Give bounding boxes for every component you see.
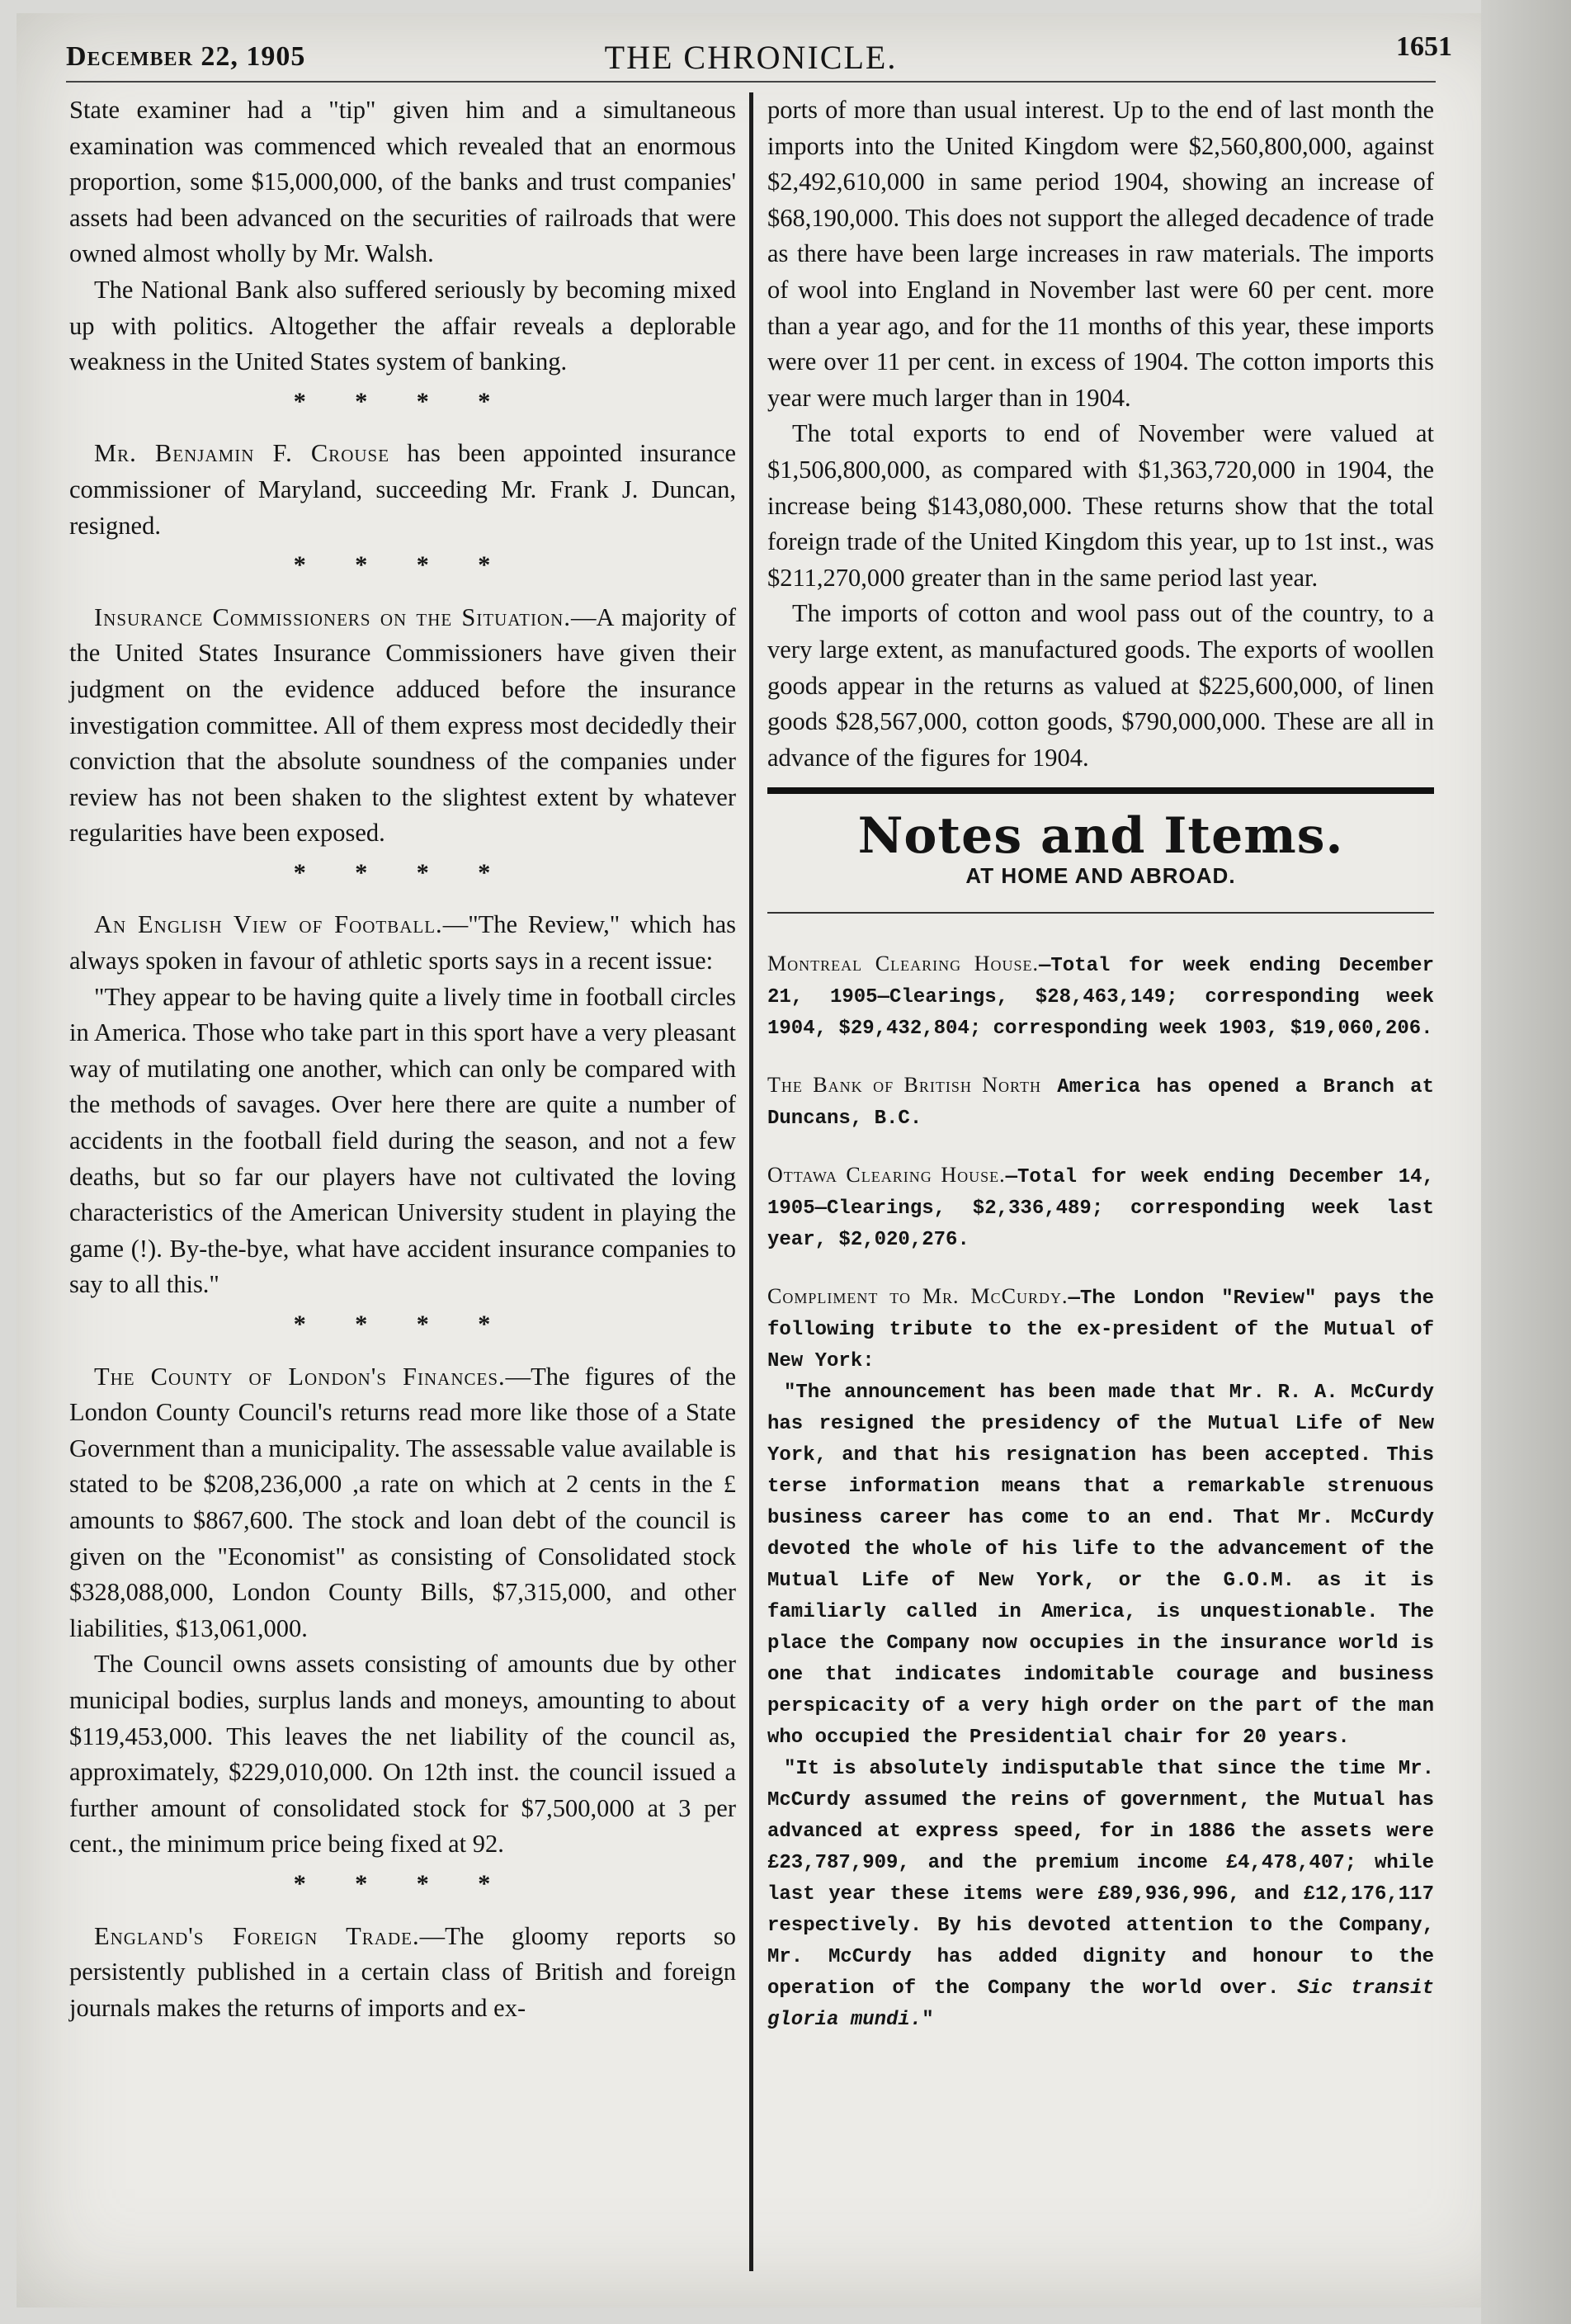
article-heading: Mr. Benjamin F. Crouse: [94, 439, 390, 468]
article-body: has been appointed insurance commissioner of Maryland, succeeding Mr. Frank J. Duncan, resigned.: [69, 439, 737, 540]
note-body: —The London "Review" pays the following tribute to the ex-president of the Mutual of New York:: [767, 1287, 1434, 1373]
column-divider: [749, 92, 753, 2271]
section-rule: [767, 912, 1434, 914]
header-date: December 22, 1905: [66, 41, 306, 72]
header-title: THE CHRONICLE.: [604, 39, 898, 76]
article-insurance: [69, 600, 736, 852]
paragraph: State examiner had a "tip" given him and a simultaneous examination was commenced which revealed that an enormous proportion, some $15,000,000, of the banks and trust companies' assets had been advanced on the securities of railroads that were owned almost wholly by Mr. Walsh.: [69, 96, 736, 268]
note-ottawa: [767, 1160, 1434, 1256]
note-body: —Total for week ending December 21, 1905—Clearings, $28,463,149; corresponding week 1904, $29,432,804; corresponding week 1903, $19,060,206.: [767, 955, 1434, 1041]
section-separator: * * * *: [293, 1311, 512, 1338]
right-column: [767, 92, 1434, 2036]
article-football: [69, 907, 736, 979]
section-separator: * * * *: [293, 387, 512, 415]
note-body: America has opened a Branch at Duncans, B.C.: [767, 1076, 1434, 1131]
note-body: —Total for week ending December 14, 1905—Clearings, $2,336,489; corresponding week last year, $2,020,276.: [767, 1166, 1434, 1252]
quote-text: "It is absolutely indisputable that since the time Mr. McCurdy assumed the reins of government, the Mutual has advanced at express speed, for in 1886 the assets were £23,787,909, and the premium income £4,478,407; while last year these items were £89,936,996, and £12,176,117 respectively. By his devoted attention to the Company, Mr. McCurdy has added dignity and honour to the operation of the Company the world over.: [767, 1758, 1434, 2000]
article-trade: [69, 1919, 736, 2027]
article-body: —The gloomy reports so persistently published in a certain class of British and foreign journals makes the returns of imports and ex-: [69, 1921, 736, 2022]
mccurdy-quote: [767, 1377, 1434, 2036]
article-body: —The figures of the London County Council's returns read more like those of a State Government than a municipality. The assessable value available is stated to be $208,236,000 ,a rate on which at 2 cents in the £ amounts to $867,600. The stock and loan debt of the council is given on the "Economist" as consisting of Consolidated stock $328,088,000, London County Bills, $7,315,000, and other liabilities, $13,061,000.: [69, 1362, 737, 1642]
quote-paragraph: "The announcement has been made that Mr. R. A. McCurdy has resigned the presidency of the Mutual Life of New York, and that his resignation has been accepted. This terse information means that a remarkable strenuous business career has come to an end. That Mr. McCurdy devoted the whole of his life to the advancement of the Mutual Life of New York, or the G.O.M. as it is familiarly called in America, is unquestionable. The place the Company now occupies in the insurance world is one that indicates indomitable courage and business perspicacity of a very high order on the part of the man who occupied the Presidential chair for 20 years.: [767, 1382, 1434, 1750]
notes-section: [767, 948, 1434, 2036]
page-edge-shadow: [1481, 0, 1571, 2324]
header-page-number: 1651: [1396, 31, 1452, 62]
article-london: [69, 1359, 736, 1647]
article-heading: The County of London's Finances.: [94, 1362, 506, 1391]
article-crouse: [69, 436, 736, 544]
note-heading: Montreal Clearing House.: [767, 952, 1039, 976]
quote-latin: Sic transit gloria mundi.: [767, 1977, 1434, 2032]
football-quote: "They appear to be having quite a lively time in football circles in America. Those who take part in this sport have a very pleasant way of mutilating one another, which can only be compared with the methods of savages. Over here there are quite a number of accidents in the football field during the season, and not a few deaths, but so far our players have not cultivated the loving characteristics of the American University student in playing the game (!). By-the-bye, what have accident insurance companies to say to all this.": [69, 982, 736, 1299]
quote-paragraph: [767, 1754, 1434, 2036]
article-heading: England's Foreign Trade.: [94, 1921, 420, 1950]
note-bna: [767, 1070, 1434, 1135]
section-separator: * * * *: [293, 1869, 512, 1897]
quote-close: ": [922, 2009, 934, 2032]
note-heading: Ottawa Clearing House.: [767, 1163, 1006, 1188]
note-montreal: [767, 948, 1434, 1045]
page-header: [66, 28, 1452, 78]
article-body: —A majority of the United States Insurance Commissioners have given their judgment on the evidence adduced before the insurance investigation committee. All of them express most decidedly their conviction that the absolute soundness of the companies under review has not been shaken to the slightest extent by whatever regularities have been exposed.: [69, 602, 736, 848]
left-column: [69, 92, 736, 2026]
article-body: —"The Review," which has always spoken in favour of athletic sports says in a recent issue:: [69, 910, 737, 975]
header-rule: [66, 81, 1436, 83]
paragraph: The total exports to end of November were valued at $1,506,800,000, as compared with $1,363,720,000 in 1904, the increase being $143,080,000. These returns show that the total foreign trade of the United Kingdom this year, up to 1st inst., was $211,270,000 greater than in the same period last year.: [767, 419, 1434, 592]
note-heading: The Bank of British North: [767, 1073, 1041, 1098]
paragraph: ports of more than usual interest. Up to the end of last month the imports into the United Kingdom were $2,560,800,000, against $2,492,610,000 in same period 1904, showing an increase of $68,190,000. This does not support the alleged decadence of trade as there have been large increases in raw materials. The imports of wool into England in November last were 60 per cent. more than a year ago, and for the 11 months of this year, these imports were over 11 per cent. in excess of 1904. The cotton imports this year were much larger than in 1904.: [767, 96, 1434, 412]
section-rule: [767, 787, 1434, 794]
paragraph: The National Bank also suffered seriously by becoming mixed up with politics. Altogether the affair reveals a deplorable weakness in the United States system of banking.: [69, 275, 736, 376]
note-heading: Compliment to Mr. McCurdy.: [767, 1284, 1069, 1309]
article-heading: An English View of Football.: [94, 910, 443, 939]
notes-title: Notes and Items.: [857, 807, 1344, 866]
article-heading: Insurance Commissioners on the Situation.: [94, 602, 571, 631]
section-separator: * * * *: [293, 551, 512, 579]
note-mccurdy: [767, 1281, 1434, 1377]
paragraph: The imports of cotton and wool pass out of the country, to a very large extent, as manufactured goods. The exports of woollen goods appear in the returns as valued at $225,600,000, of linen goods $28,567,000, cotton goods, $790,000,000. These are all in advance of the figures for 1904.: [767, 599, 1434, 772]
paragraph: The Council owns assets consisting of amounts due by other municipal bodies, surplus lands and moneys, amounting to about $119,453,000. This leaves the net liability of the council as, approximately, $229,010,000. On 12th inst. the council issued a further amount of consolidated stock for $7,500,000 at 3 per cent., the minimum price being fixed at 92.: [69, 1650, 736, 1859]
section-separator: * * * *: [293, 858, 512, 886]
notes-subtitle: AT HOME AND ABROAD.: [965, 862, 1236, 888]
